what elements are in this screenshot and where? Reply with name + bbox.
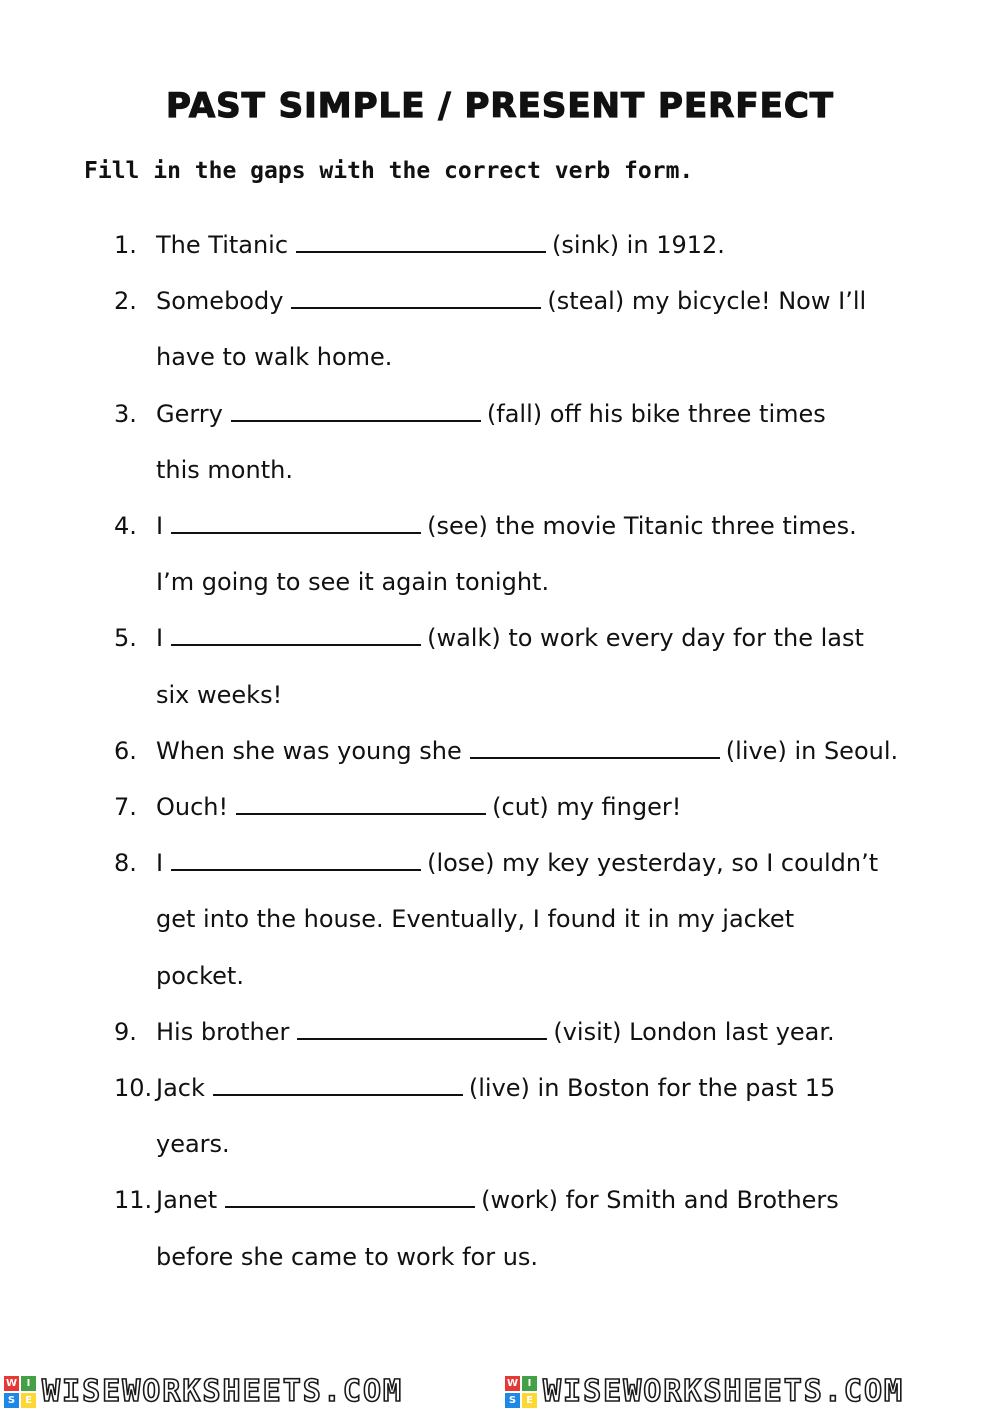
exercise-line [156, 1240, 538, 1274]
exercise-line [156, 1015, 835, 1049]
logo-cell: S [505, 1393, 520, 1408]
exercise-number: 9. [114, 1017, 137, 1046]
exercise-text-after: (work) for Smith and Brothers [481, 1186, 839, 1215]
exercise-line [156, 340, 392, 374]
answer-blank[interactable] [225, 1184, 475, 1208]
exercise-text-before: When she was young she [156, 736, 462, 765]
logo-cell: E [522, 1393, 537, 1408]
answer-blank[interactable] [236, 791, 486, 815]
exercise-text-before: The Titanic [156, 231, 289, 259]
footer-brand-right [505, 1374, 904, 1410]
footer-brand-left [4, 1374, 403, 1410]
exercise-line [156, 959, 244, 993]
worksheet-title: PAST SIMPLE / PRESENT PERFECT [166, 86, 834, 126]
exercise-text-before: I [156, 849, 164, 878]
answer-blank[interactable] [291, 285, 541, 309]
exercise-text-before: Somebody [156, 287, 284, 316]
exercise-number: 1. [114, 231, 137, 259]
exercise-line [156, 1183, 839, 1217]
logo-cell: W [506, 1378, 519, 1389]
exercise-line [156, 678, 282, 712]
exercise-line [156, 1071, 835, 1105]
exercise-text-after: (sink) in 1912. [552, 231, 725, 259]
exercise-number: 11. [114, 1186, 153, 1215]
exercise-number: 3. [114, 399, 137, 428]
exercise-text-after: (live) in Seoul. [725, 736, 899, 765]
exercise-text-before: I [156, 512, 164, 540]
exercise-text-after: (visit) London last year. [553, 1017, 835, 1046]
exercise-text-after: (live) in Boston for the past 15 [468, 1074, 836, 1102]
exercise-number: 4. [114, 512, 137, 540]
exercise-text-before: Janet [156, 1186, 218, 1215]
exercise-line [156, 565, 549, 599]
exercise-line [156, 902, 794, 936]
exercise-number: 10. [114, 1074, 153, 1102]
exercise-text: I’m going to see it again tonight. [156, 568, 550, 597]
exercise-number: 7. [114, 793, 137, 821]
answer-blank[interactable] [171, 847, 421, 871]
exercise-text-after: (fall) off his bike three times [486, 399, 826, 428]
exercise-text-after: (see) the movie Titanic three times. [427, 512, 857, 540]
exercise-line [156, 790, 681, 824]
brand-logo-icon [4, 1376, 36, 1408]
answer-blank[interactable] [297, 1016, 547, 1040]
instruction-text: Fill in the gaps with the correct verb form. [84, 158, 694, 184]
exercise-line [156, 509, 857, 543]
exercise-text: six weeks! [156, 680, 283, 709]
logo-cell: I [21, 1376, 36, 1391]
answer-blank[interactable] [213, 1072, 463, 1096]
exercise-number: 8. [114, 849, 137, 878]
exercise-line [156, 228, 725, 262]
exercise-number: 5. [114, 624, 137, 653]
logo-cell: W [5, 1378, 18, 1389]
exercise-text: before she came to work for us. [156, 1242, 539, 1271]
logo-cell: I [522, 1376, 537, 1391]
answer-blank[interactable] [470, 735, 720, 759]
exercise-text-after: (cut) my finger! [492, 793, 682, 821]
exercise-line [156, 621, 864, 655]
exercise-text: have to walk home. [156, 343, 393, 372]
exercise-line [156, 734, 898, 768]
exercise-text-before: Jack [156, 1074, 205, 1102]
exercise-text: get into the house. Eventually, I found it in my jacket [156, 905, 795, 934]
exercise-number: 2. [114, 287, 137, 316]
answer-blank[interactable] [296, 229, 546, 253]
exercise-text-after: (steal) my bicycle! Now I’ll [547, 287, 867, 316]
exercise-text-before: His brother [156, 1017, 290, 1046]
exercise-text-before: Ouch! [156, 793, 229, 821]
brand-logo-icon [505, 1376, 537, 1408]
logo-cell: E [21, 1393, 36, 1408]
exercise-text-before: Gerry [156, 399, 223, 428]
brand-text: WISEWORKSHEETS.COM [543, 1374, 905, 1409]
brand-text: WISEWORKSHEETS.COM [42, 1374, 404, 1409]
exercise-text-after: (walk) to work every day for the last [427, 624, 864, 653]
answer-blank[interactable] [171, 510, 421, 534]
exercise-text-after: (lose) my key yesterday, so I couldn’t [427, 849, 879, 878]
exercise-line [156, 453, 293, 487]
exercise-line [156, 846, 878, 880]
exercise-text: years. [156, 1130, 230, 1159]
exercise-line [156, 1127, 230, 1161]
exercise-number: 6. [114, 736, 137, 765]
exercise-text: this month. [156, 455, 293, 484]
exercise-text-before: I [156, 624, 164, 653]
exercise-text: pocket. [156, 961, 244, 990]
exercise-line [156, 284, 866, 318]
answer-blank[interactable] [231, 398, 481, 422]
footer-watermark [0, 1374, 1000, 1410]
logo-cell: S [4, 1393, 19, 1408]
answer-blank[interactable] [171, 622, 421, 646]
exercise-line [156, 397, 826, 431]
